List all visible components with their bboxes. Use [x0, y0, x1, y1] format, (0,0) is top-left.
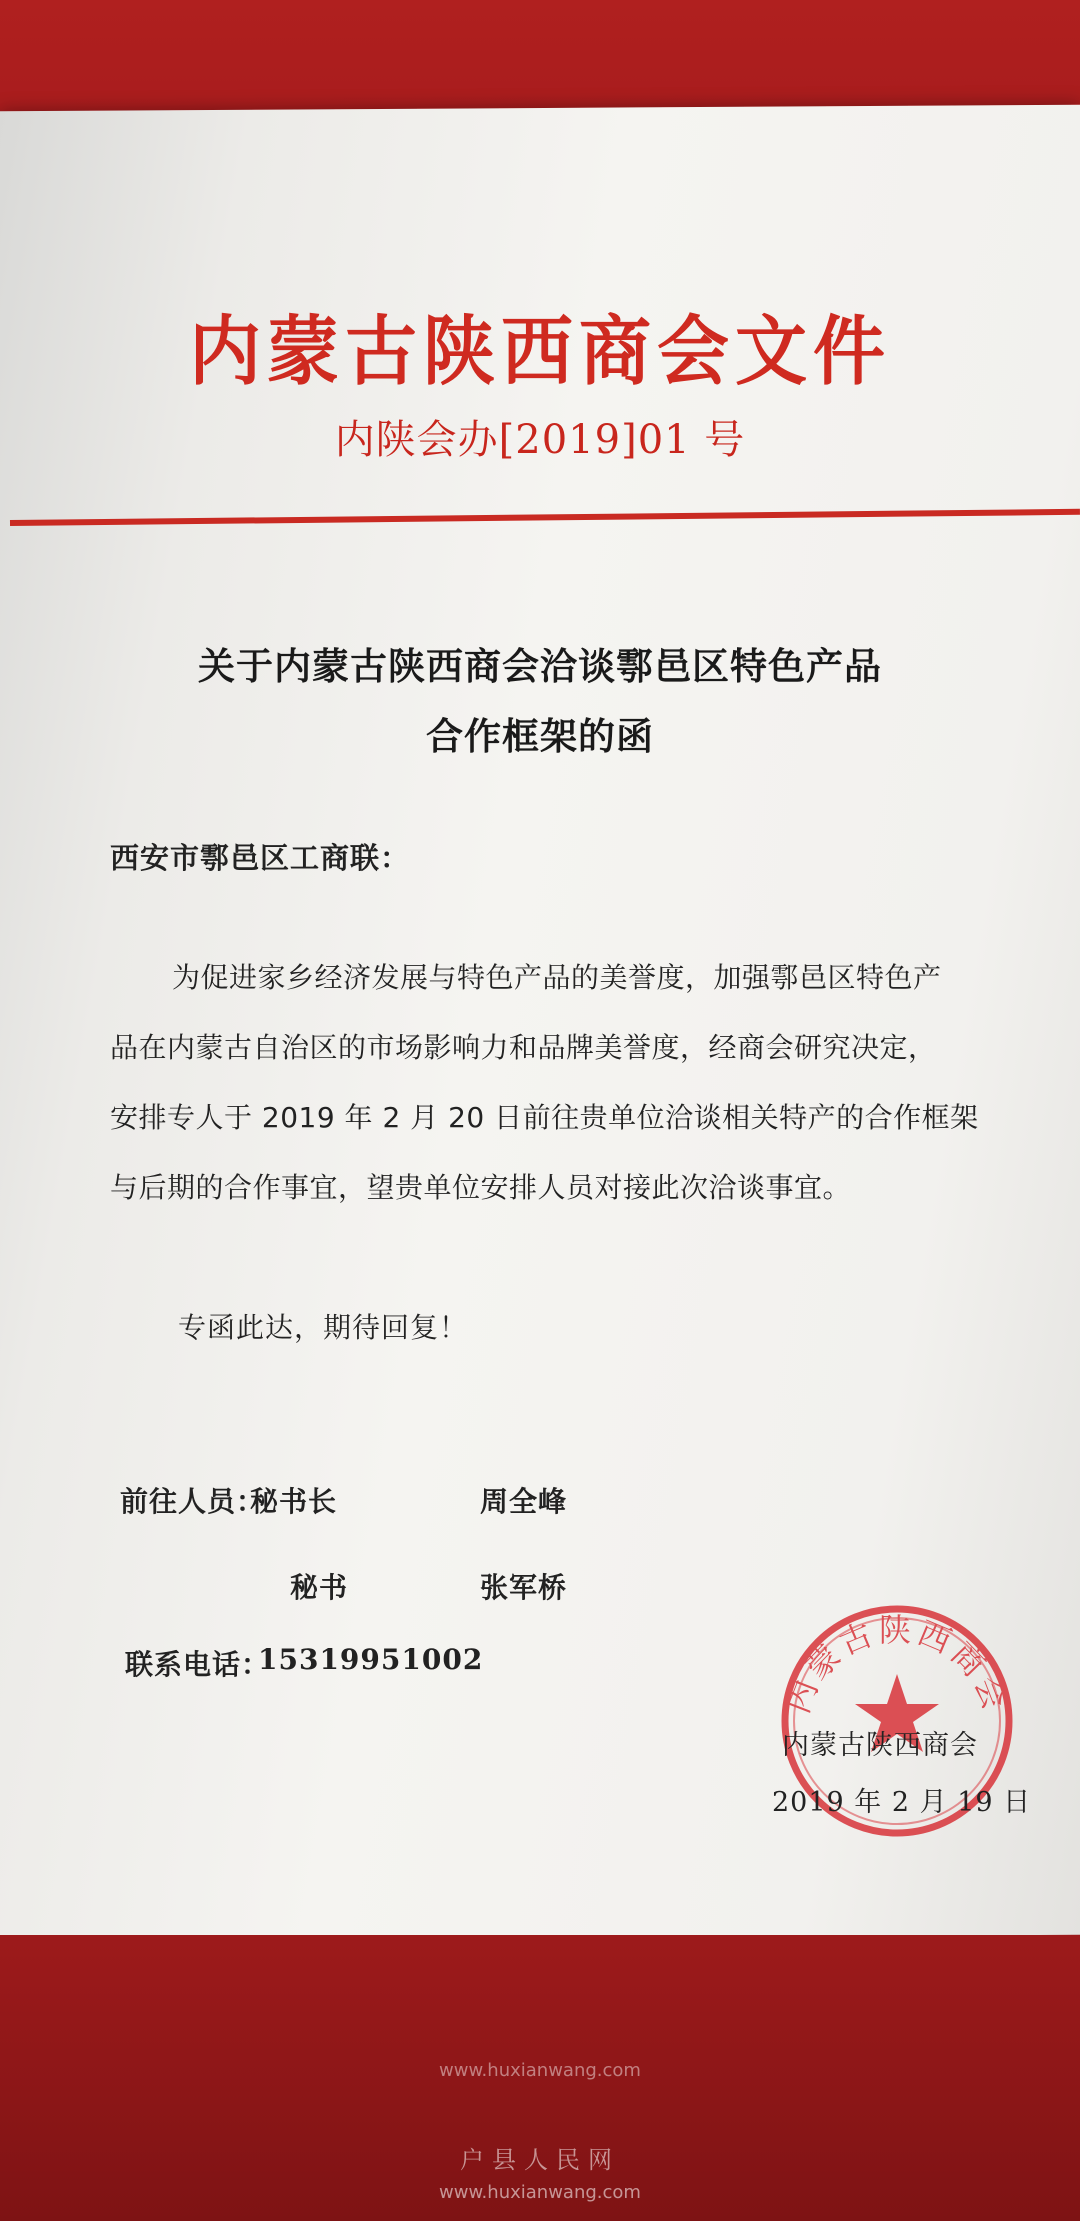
body-line-2: 品在内蒙古自治区的市场影响力和品牌美誉度，经商会研究决定， [110, 1031, 937, 1064]
visitor-name: 周全峰 [480, 1485, 568, 1518]
salutation: 西安市鄠邑区工商联： [110, 841, 411, 875]
contact-label: 联系电话： [125, 1648, 271, 1681]
visitor-name: 张军桥 [480, 1571, 568, 1604]
watermark-site-name: 户县人民网 [460, 2146, 620, 2174]
visitor-role: 秘书长 [250, 1485, 338, 1518]
contact-phone: 15319951002 [258, 1643, 484, 1676]
visitors-label: 前往人员： [120, 1485, 266, 1518]
letter-title-line-2: 合作框架的函 [426, 715, 654, 758]
body-line-4: 与后期的合作事宜，望贵单位安排人员对接此次洽谈事宜。 [110, 1171, 852, 1204]
signature-date: 2019 年 2 月 19 日 [772, 1787, 1032, 1818]
visitor-role: 秘书 [290, 1571, 349, 1604]
document-header-title: 内蒙古陕西商会文件 [188, 306, 891, 396]
body-line-3: 安排专人于 2019 年 2 月 20 日前往贵单位洽谈相关特产的合作框架 [110, 1101, 979, 1134]
body-line-1: 为促进家乡经济发展与特色产品的美誉度，加强鄠邑区特色产 [172, 961, 942, 994]
document-number: 内陕会办[2019]01 号 [334, 417, 746, 463]
svg-text:内蒙古陕西商会: 内蒙古陕西商会 [778, 1611, 1016, 1719]
header-divider [10, 509, 1080, 526]
document-sheet [0, 105, 1080, 1942]
closing-remark: 专函此达，期待回复！ [178, 1311, 469, 1344]
watermark-url: www.huxianwang.com [439, 2060, 641, 2081]
watermark-url-bottom: www.huxianwang.com [439, 2182, 641, 2203]
red-background-top [0, 0, 1080, 120]
letter-title-line-1: 关于内蒙古陕西商会洽谈鄠邑区特色产品 [198, 645, 882, 688]
signature-organization: 内蒙古陕西商会 [782, 1730, 978, 1761]
